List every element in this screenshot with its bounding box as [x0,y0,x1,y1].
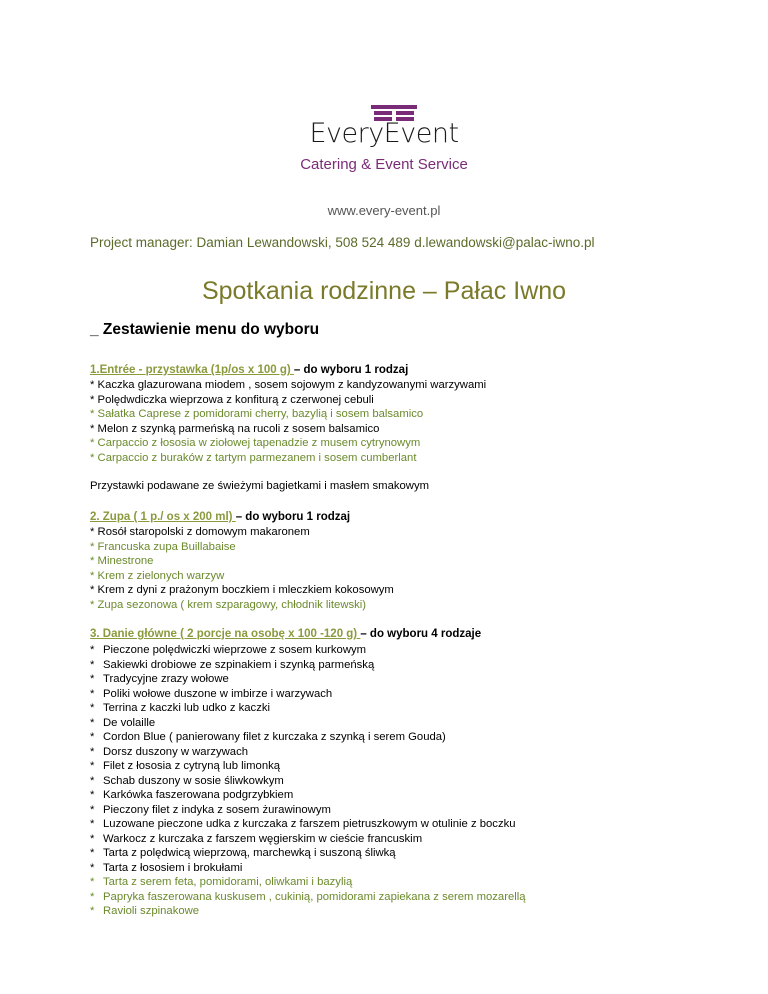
list-item: * Tarta z łososiem i brokułami [90,861,243,874]
list-item: * Sałatka Caprese z pomidorami cherry, bazylią i sosem balsamico [90,408,424,420]
logo-tagline: Catering & Event Service [300,156,468,173]
main-course-list [90,643,526,919]
list-item: * Melon z szynką parmeńską na rucoli z sosem balsamico [90,422,380,435]
list-item: * De volaille [90,716,156,729]
list-item: * Pieczone polędwiczki wieprzowe z sosem kurkowym [90,644,367,656]
list-item: * Pieczony filet z indyka z sosem żurawinowym [90,803,331,816]
menu-subheading: _ Zestawienie menu do wyboru [90,321,320,338]
soup-list [90,525,394,612]
list-item: * Sakiewki drobiowe ze szpinakiem i szynką parmeńską [90,658,375,671]
list-item: * Poliki wołowe duszone w imbirze i warzywach [90,687,333,700]
list-item: * Zupa sezonowa ( krem szparagowy, chłodnik litewski) [90,598,367,611]
list-item: * Terrina z kaczki lub udko z kaczki [90,702,271,714]
section-entree-choice: – do wyboru 1 rodzaj [293,364,409,376]
list-item: * Dorsz duszony w warzywach [90,745,249,758]
list-item: * Rosół staropolski z domowym makaronem [90,526,310,538]
section-main-heading [90,628,481,640]
section-entree-heading [90,364,408,376]
list-item: * Warkocz z kurczaka z farszem węgierskim w cieście francuskim [90,832,423,845]
section-soup-choice: – do wyboru 1 rodzaj [235,511,351,523]
list-item: * Tradycyjne zrazy wołowe [90,673,229,685]
list-item: * Luzowane pieczone udka z kurczaka z farszem pietruszkowym w otulinie z boczku [90,818,516,830]
page-title: Spotkania rodzinne – Pałac Iwno [201,277,567,305]
project-manager-contact: Project manager: Damian Lewandowski, 508 524 489 d.lewandowski@palac-iwno.pl [90,235,595,250]
section-entree-title: 1.Entrée - przystawka (1p/os x 100 g) [90,364,294,376]
section-soup-heading [90,511,350,523]
entree-note: Przystawki podawane ze świeżymi bagietkami i masłem smakowym [90,480,430,492]
list-item: * Ravioli szpinakowe [90,905,200,917]
logo-wordmark: EveryEvent [309,118,459,149]
list-item: * Minestrone [90,555,154,567]
list-item: * Krem z dyni z prażonym boczkiem i mleczkiem kokosowym [90,584,394,596]
entree-list [90,378,486,465]
list-item: * Papryka faszerowana kuskusem , cukinią, pomidorami zapiekana z serem mozarellą [90,890,526,903]
list-item: * Kaczka glazurowana miodem , sosem sojowym z kandyzowanymi warzywami [90,379,487,391]
list-item: * Tarta z polędwicą wieprzową, marchewką i suszoną śliwką [90,847,396,859]
section-main-choice: – do wyboru 4 rodzaje [360,628,482,640]
list-item: * Cordon Blue ( panierowany filet z kurczaka z szynką i serem Gouda) [90,731,446,743]
list-item: * Carpaccio z łososia w ziołowej tapenadzie z musem cytrynowym [90,437,421,449]
section-soup-title: 2. Zupa ( 1 p./ os x 200 ml) [90,511,236,523]
section-main-title: 3. Danie główne ( 2 porcje na osobę x 100 -120 g) [90,628,361,640]
list-item: * Carpaccio z buraków z tartym parmezanem i sosem cumberlant [90,451,417,464]
list-item: * Karkówka faszerowana podgrzybkiem [90,789,294,801]
website-link[interactable]: www.every-event.pl [327,203,441,218]
list-item: * Schab duszony w sosie śliwkowkym [90,774,284,787]
list-item: * Filet z łososia z cytryną lub limonką [90,760,281,772]
list-item: * Francuska zupa Buillabaise [90,540,236,553]
list-item: * Krem z zielonych warzyw [90,569,225,582]
list-item: * Polędwdiczka wieprzowa z konfiturą z czerwonej cebuli [90,393,374,406]
list-item: * Tarta z serem feta, pomidorami, oliwkami i bazylią [90,876,353,888]
